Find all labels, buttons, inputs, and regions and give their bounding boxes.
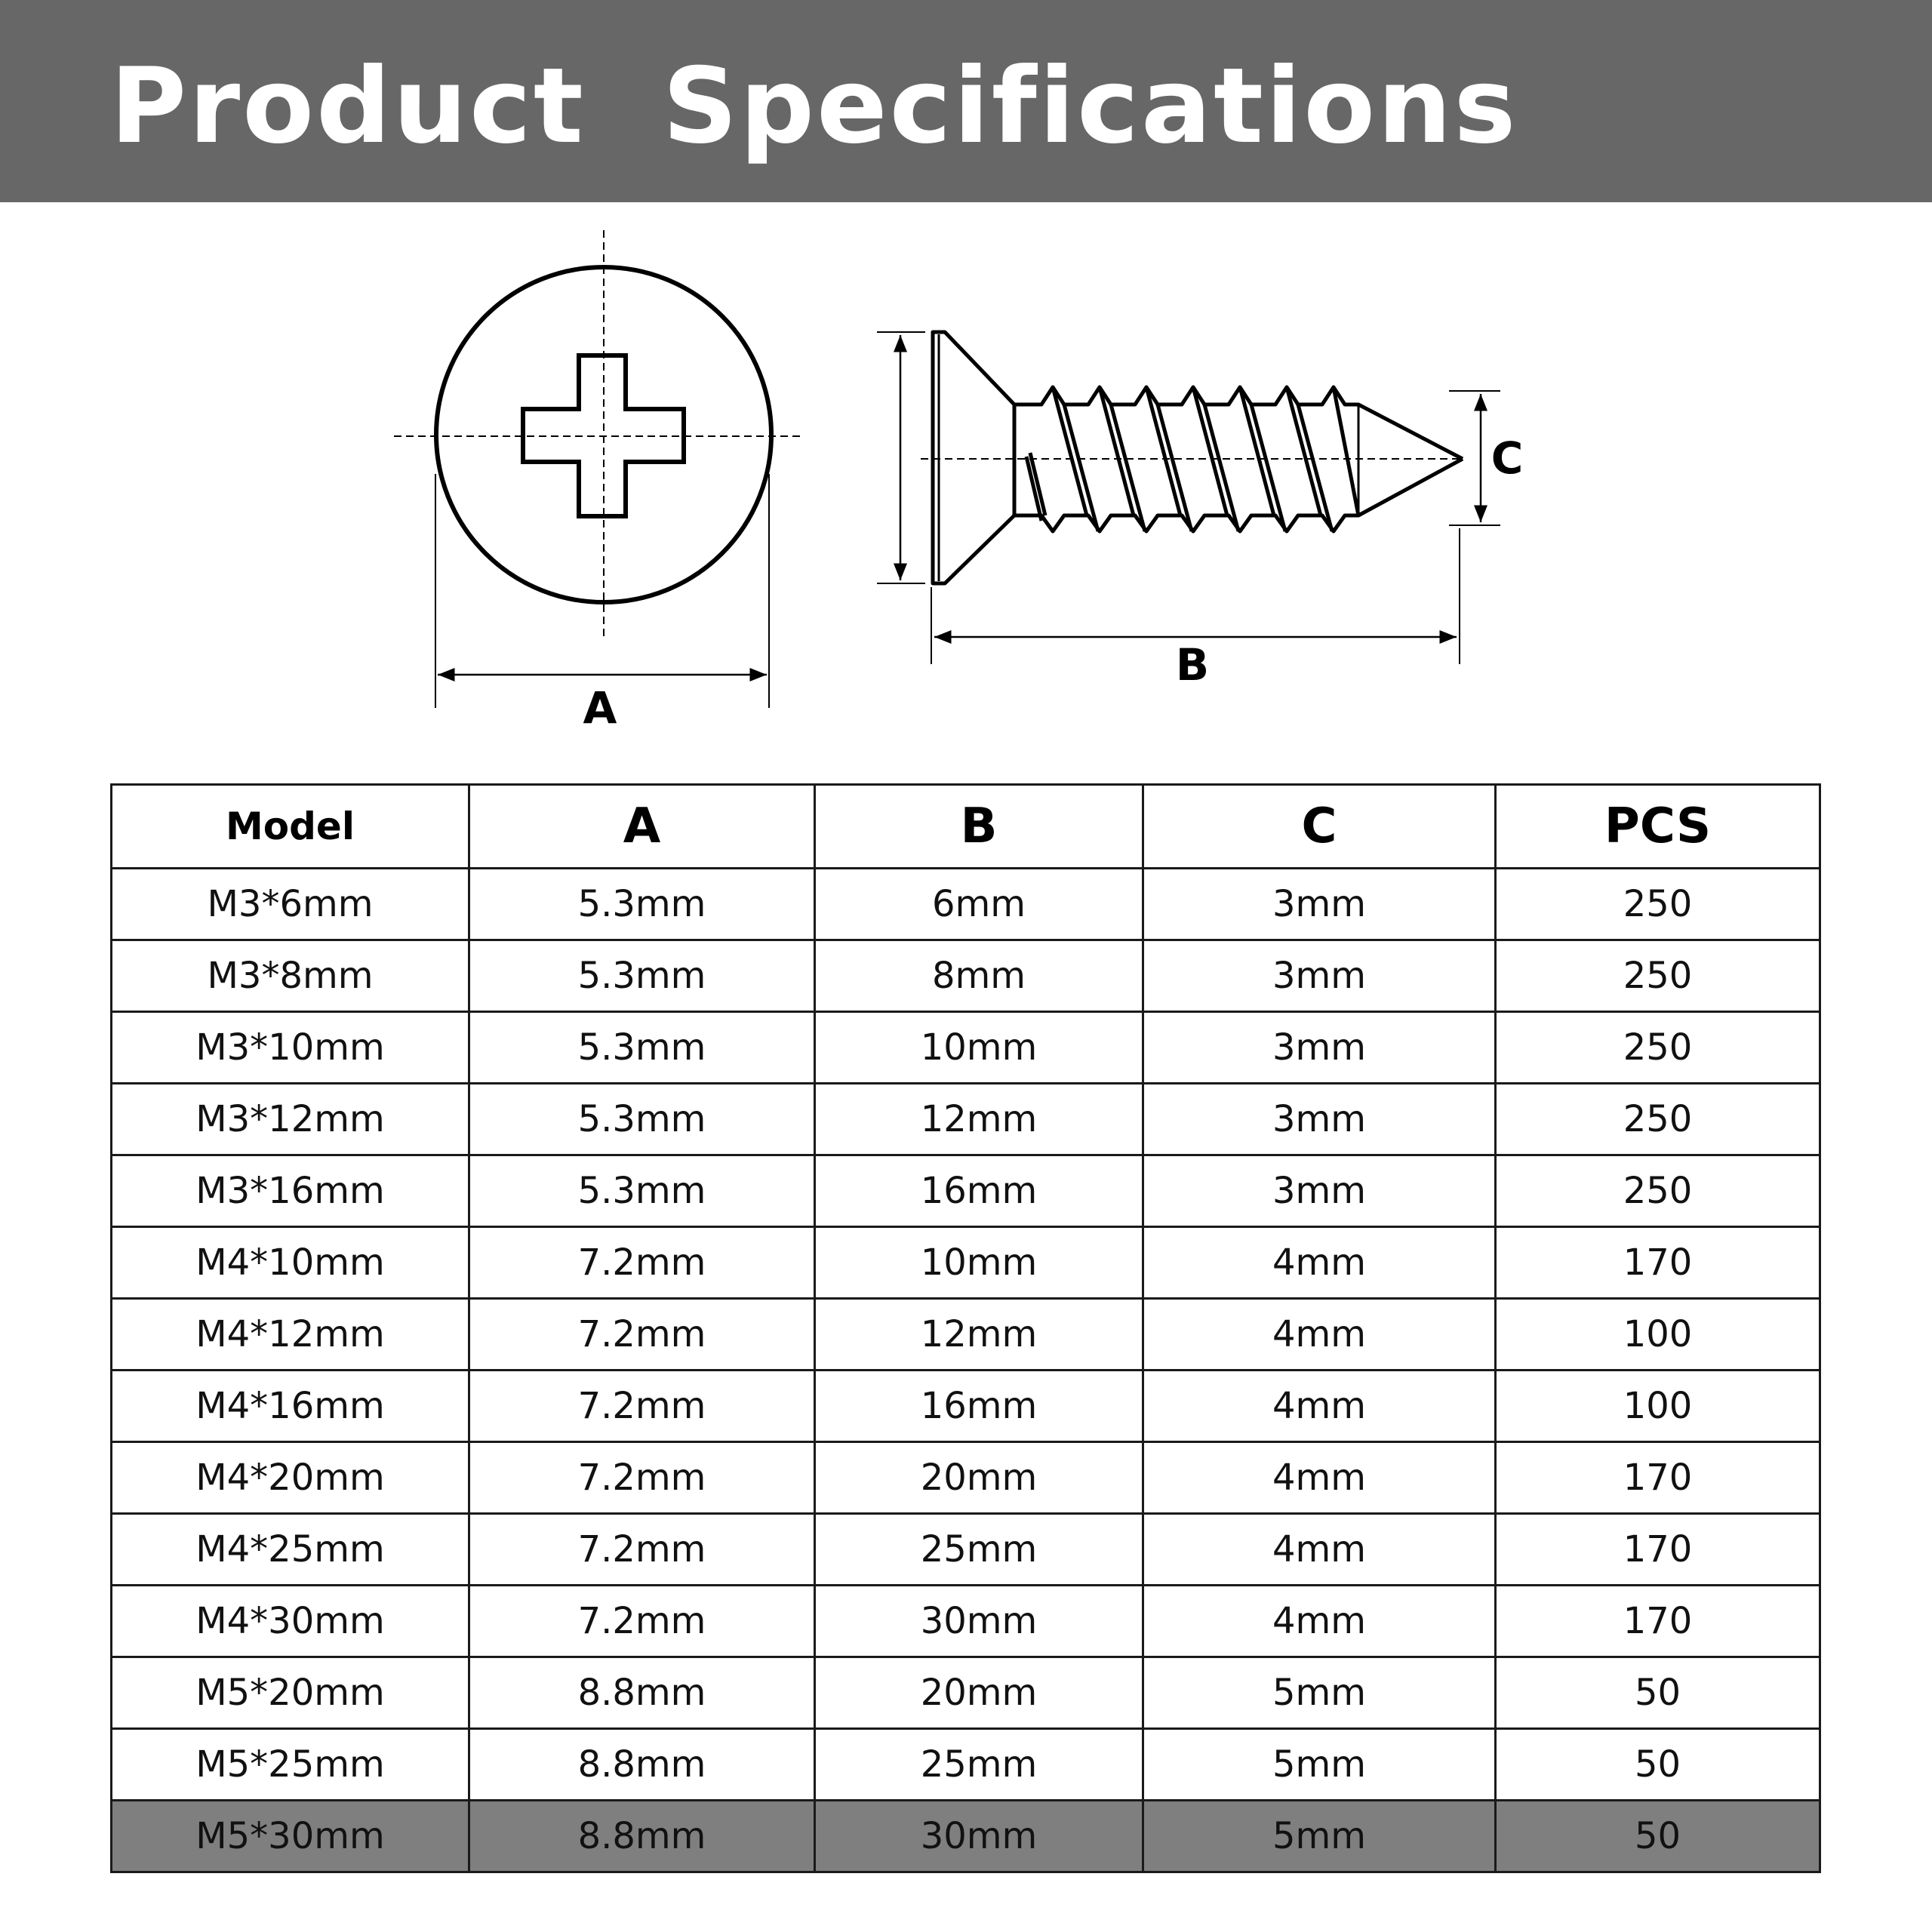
cell-model: M4*20mm xyxy=(112,1442,469,1514)
cell-c: 3mm xyxy=(1143,869,1496,940)
cell-c: 4mm xyxy=(1143,1227,1496,1299)
cell-a: 7.2mm xyxy=(469,1227,815,1299)
cell-model: M4*30mm xyxy=(112,1586,469,1657)
cell-c: 5mm xyxy=(1143,1729,1496,1801)
cell-pcs: 250 xyxy=(1496,1084,1820,1155)
cell-b: 30mm xyxy=(815,1586,1143,1657)
cell-c: 3mm xyxy=(1143,1084,1496,1155)
header-b: B xyxy=(815,785,1143,869)
cell-c: 4mm xyxy=(1143,1371,1496,1442)
table-row xyxy=(112,1442,1820,1514)
cell-a: 8.8mm xyxy=(469,1657,815,1729)
screw-diagram xyxy=(0,202,1932,776)
cell-pcs: 250 xyxy=(1496,940,1820,1012)
cell-a: 5.3mm xyxy=(469,869,815,940)
cell-model: M5*20mm xyxy=(112,1657,469,1729)
table-row xyxy=(112,1801,1820,1872)
cell-pcs: 100 xyxy=(1496,1299,1820,1371)
thread-top-profile xyxy=(1014,387,1463,459)
cell-c: 3mm xyxy=(1143,940,1496,1012)
cell-b: 25mm xyxy=(815,1729,1143,1801)
cell-b: 30mm xyxy=(815,1801,1143,1872)
cell-c: 4mm xyxy=(1143,1586,1496,1657)
cell-c: 5mm xyxy=(1143,1801,1496,1872)
table-row xyxy=(112,1155,1820,1227)
table-row xyxy=(112,1586,1820,1657)
cell-b: 12mm xyxy=(815,1299,1143,1371)
cell-pcs: 250 xyxy=(1496,869,1820,940)
cell-c: 3mm xyxy=(1143,1012,1496,1084)
cell-model: M3*12mm xyxy=(112,1084,469,1155)
countersunk-head xyxy=(933,332,1014,583)
cell-c: 4mm xyxy=(1143,1442,1496,1514)
page-title: Product Specifications xyxy=(110,45,1518,167)
cell-pcs: 50 xyxy=(1496,1801,1820,1872)
cell-a: 5.3mm xyxy=(469,1084,815,1155)
cell-a: 8.8mm xyxy=(469,1729,815,1801)
cell-pcs: 170 xyxy=(1496,1442,1820,1514)
cell-a: 5.3mm xyxy=(469,1012,815,1084)
cell-pcs: 250 xyxy=(1496,1155,1820,1227)
dimension-label-a: A xyxy=(583,682,617,734)
cell-a: 7.2mm xyxy=(469,1514,815,1586)
cell-b: 6mm xyxy=(815,869,1143,940)
table-row xyxy=(112,1227,1820,1299)
cell-model: M3*16mm xyxy=(112,1155,469,1227)
cell-a: 7.2mm xyxy=(469,1299,815,1371)
cell-c: 3mm xyxy=(1143,1155,1496,1227)
table-row xyxy=(112,940,1820,1012)
table-row xyxy=(112,1729,1820,1801)
cell-c: 4mm xyxy=(1143,1514,1496,1586)
cell-a: 7.2mm xyxy=(469,1586,815,1657)
cell-b: 20mm xyxy=(815,1442,1143,1514)
header-a: A xyxy=(469,785,815,869)
cell-c: 4mm xyxy=(1143,1299,1496,1371)
cell-pcs: 50 xyxy=(1496,1657,1820,1729)
cell-b: 20mm xyxy=(815,1657,1143,1729)
header-model: Model xyxy=(112,785,469,869)
table-header-row xyxy=(112,785,1820,869)
cell-b: 25mm xyxy=(815,1514,1143,1586)
screw-side-view xyxy=(877,332,1500,664)
table-row xyxy=(112,869,1820,940)
header-banner xyxy=(0,0,1932,202)
cell-model: M4*12mm xyxy=(112,1299,469,1371)
table-row xyxy=(112,1084,1820,1155)
table-row xyxy=(112,1514,1820,1586)
table-row xyxy=(112,1371,1820,1442)
table-row xyxy=(112,1012,1820,1084)
cell-b: 10mm xyxy=(815,1012,1143,1084)
specifications-table xyxy=(110,783,1821,1873)
cell-pcs: 250 xyxy=(1496,1012,1820,1084)
cell-pcs: 170 xyxy=(1496,1227,1820,1299)
cell-model: M5*25mm xyxy=(112,1729,469,1801)
cell-pcs: 170 xyxy=(1496,1586,1820,1657)
table-row xyxy=(112,1657,1820,1729)
dimension-label-b: B xyxy=(1175,639,1210,691)
cell-pcs: 170 xyxy=(1496,1514,1820,1586)
dimension-label-c: C xyxy=(1491,432,1524,484)
header-c: C xyxy=(1143,785,1496,869)
cell-a: 5.3mm xyxy=(469,1155,815,1227)
cell-model: M3*10mm xyxy=(112,1012,469,1084)
cell-a: 8.8mm xyxy=(469,1801,815,1872)
cell-model: M4*16mm xyxy=(112,1371,469,1442)
cell-pcs: 50 xyxy=(1496,1729,1820,1801)
cell-b: 8mm xyxy=(815,940,1143,1012)
cell-model: M3*6mm xyxy=(112,869,469,940)
cell-model: M4*25mm xyxy=(112,1514,469,1586)
table-body xyxy=(112,869,1820,1872)
cell-model: M3*8mm xyxy=(112,940,469,1012)
cell-a: 7.2mm xyxy=(469,1371,815,1442)
table-row xyxy=(112,1299,1820,1371)
cell-c: 5mm xyxy=(1143,1657,1496,1729)
header-pcs: PCS xyxy=(1496,785,1820,869)
screw-head-view xyxy=(394,230,804,708)
cell-pcs: 100 xyxy=(1496,1371,1820,1442)
cell-model: M4*10mm xyxy=(112,1227,469,1299)
cell-a: 7.2mm xyxy=(469,1442,815,1514)
cell-b: 16mm xyxy=(815,1371,1143,1442)
cell-model: M5*30mm xyxy=(112,1801,469,1872)
cell-a: 5.3mm xyxy=(469,940,815,1012)
cell-b: 10mm xyxy=(815,1227,1143,1299)
cell-b: 16mm xyxy=(815,1155,1143,1227)
cell-b: 12mm xyxy=(815,1084,1143,1155)
